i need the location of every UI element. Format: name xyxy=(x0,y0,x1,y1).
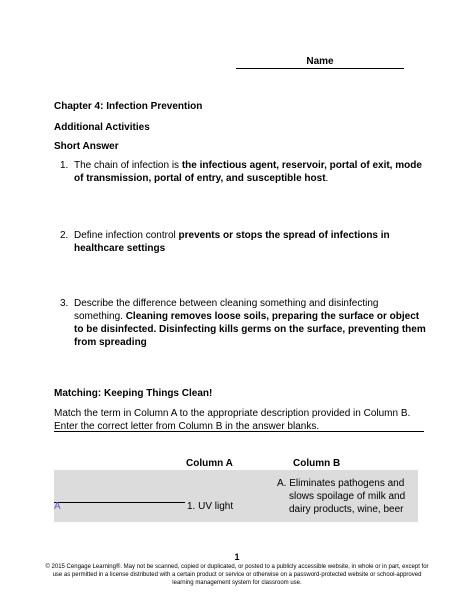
question-1 xyxy=(60,159,430,185)
description-line-1: A. Eliminates pathogens and xyxy=(277,478,405,489)
matching-instructions: Match the term in Column A to the appropriate description provided in Column B. Enter the correct letter from Column B in the answer blanks. xyxy=(54,408,411,432)
question-number: 1. xyxy=(60,160,69,171)
matching-heading: Matching: Keeping Things Clean! xyxy=(54,388,213,399)
question-trail: . xyxy=(325,173,329,184)
matching-description xyxy=(277,477,417,516)
chapter-subtitle: Additional Activities xyxy=(54,122,150,133)
matching-term: 1. UV light xyxy=(187,501,234,512)
column-b-header: Column B xyxy=(293,458,341,469)
question-3 xyxy=(60,297,430,349)
divider xyxy=(54,431,424,432)
question-number: 2. xyxy=(60,230,69,241)
page-number: 1 xyxy=(234,552,240,562)
name-label: Name xyxy=(306,56,334,67)
chapter-title: Chapter 4: Infection Prevention xyxy=(54,101,203,112)
question-prompt: The chain of infection is xyxy=(74,160,182,171)
answer-blank-line[interactable] xyxy=(54,502,185,503)
copyright-footer: © 2015 Cengage Learning®. May not be scanned, copied or duplicated, or posted to a publicly accessible website, in whole or in part, except for use as permitted in a license distributed with a certain product or service or otherwise on a password-protected website or school-approved learning management system for classroom use. xyxy=(45,564,429,586)
question-answer: the infectious agent, reservoir, portal of exit, mode of transmission, portal of entry, and susceptible host xyxy=(74,160,422,184)
question-answer: Cleaning removes loose soils, preparing the surface or object to be disinfected. Disinfecting kills germs on the surface, preventing them from spreading xyxy=(74,311,426,348)
question-2 xyxy=(60,229,430,255)
short-answer-heading: Short Answer xyxy=(54,141,119,152)
name-blank-line[interactable] xyxy=(236,68,404,69)
question-answer: prevents or stops the spread of infections in healthcare settings xyxy=(74,230,390,254)
description-line-2: slows spoilage of milk and dairy products, wine, beer xyxy=(289,491,406,515)
question-number: 3. xyxy=(60,298,69,309)
column-a-header: Column A xyxy=(186,458,233,469)
question-prompt: Define infection control xyxy=(74,230,179,241)
answer-letter[interactable]: A xyxy=(54,501,61,512)
question-prompt: Describe the difference between cleaning something and disinfecting something. xyxy=(74,298,379,322)
